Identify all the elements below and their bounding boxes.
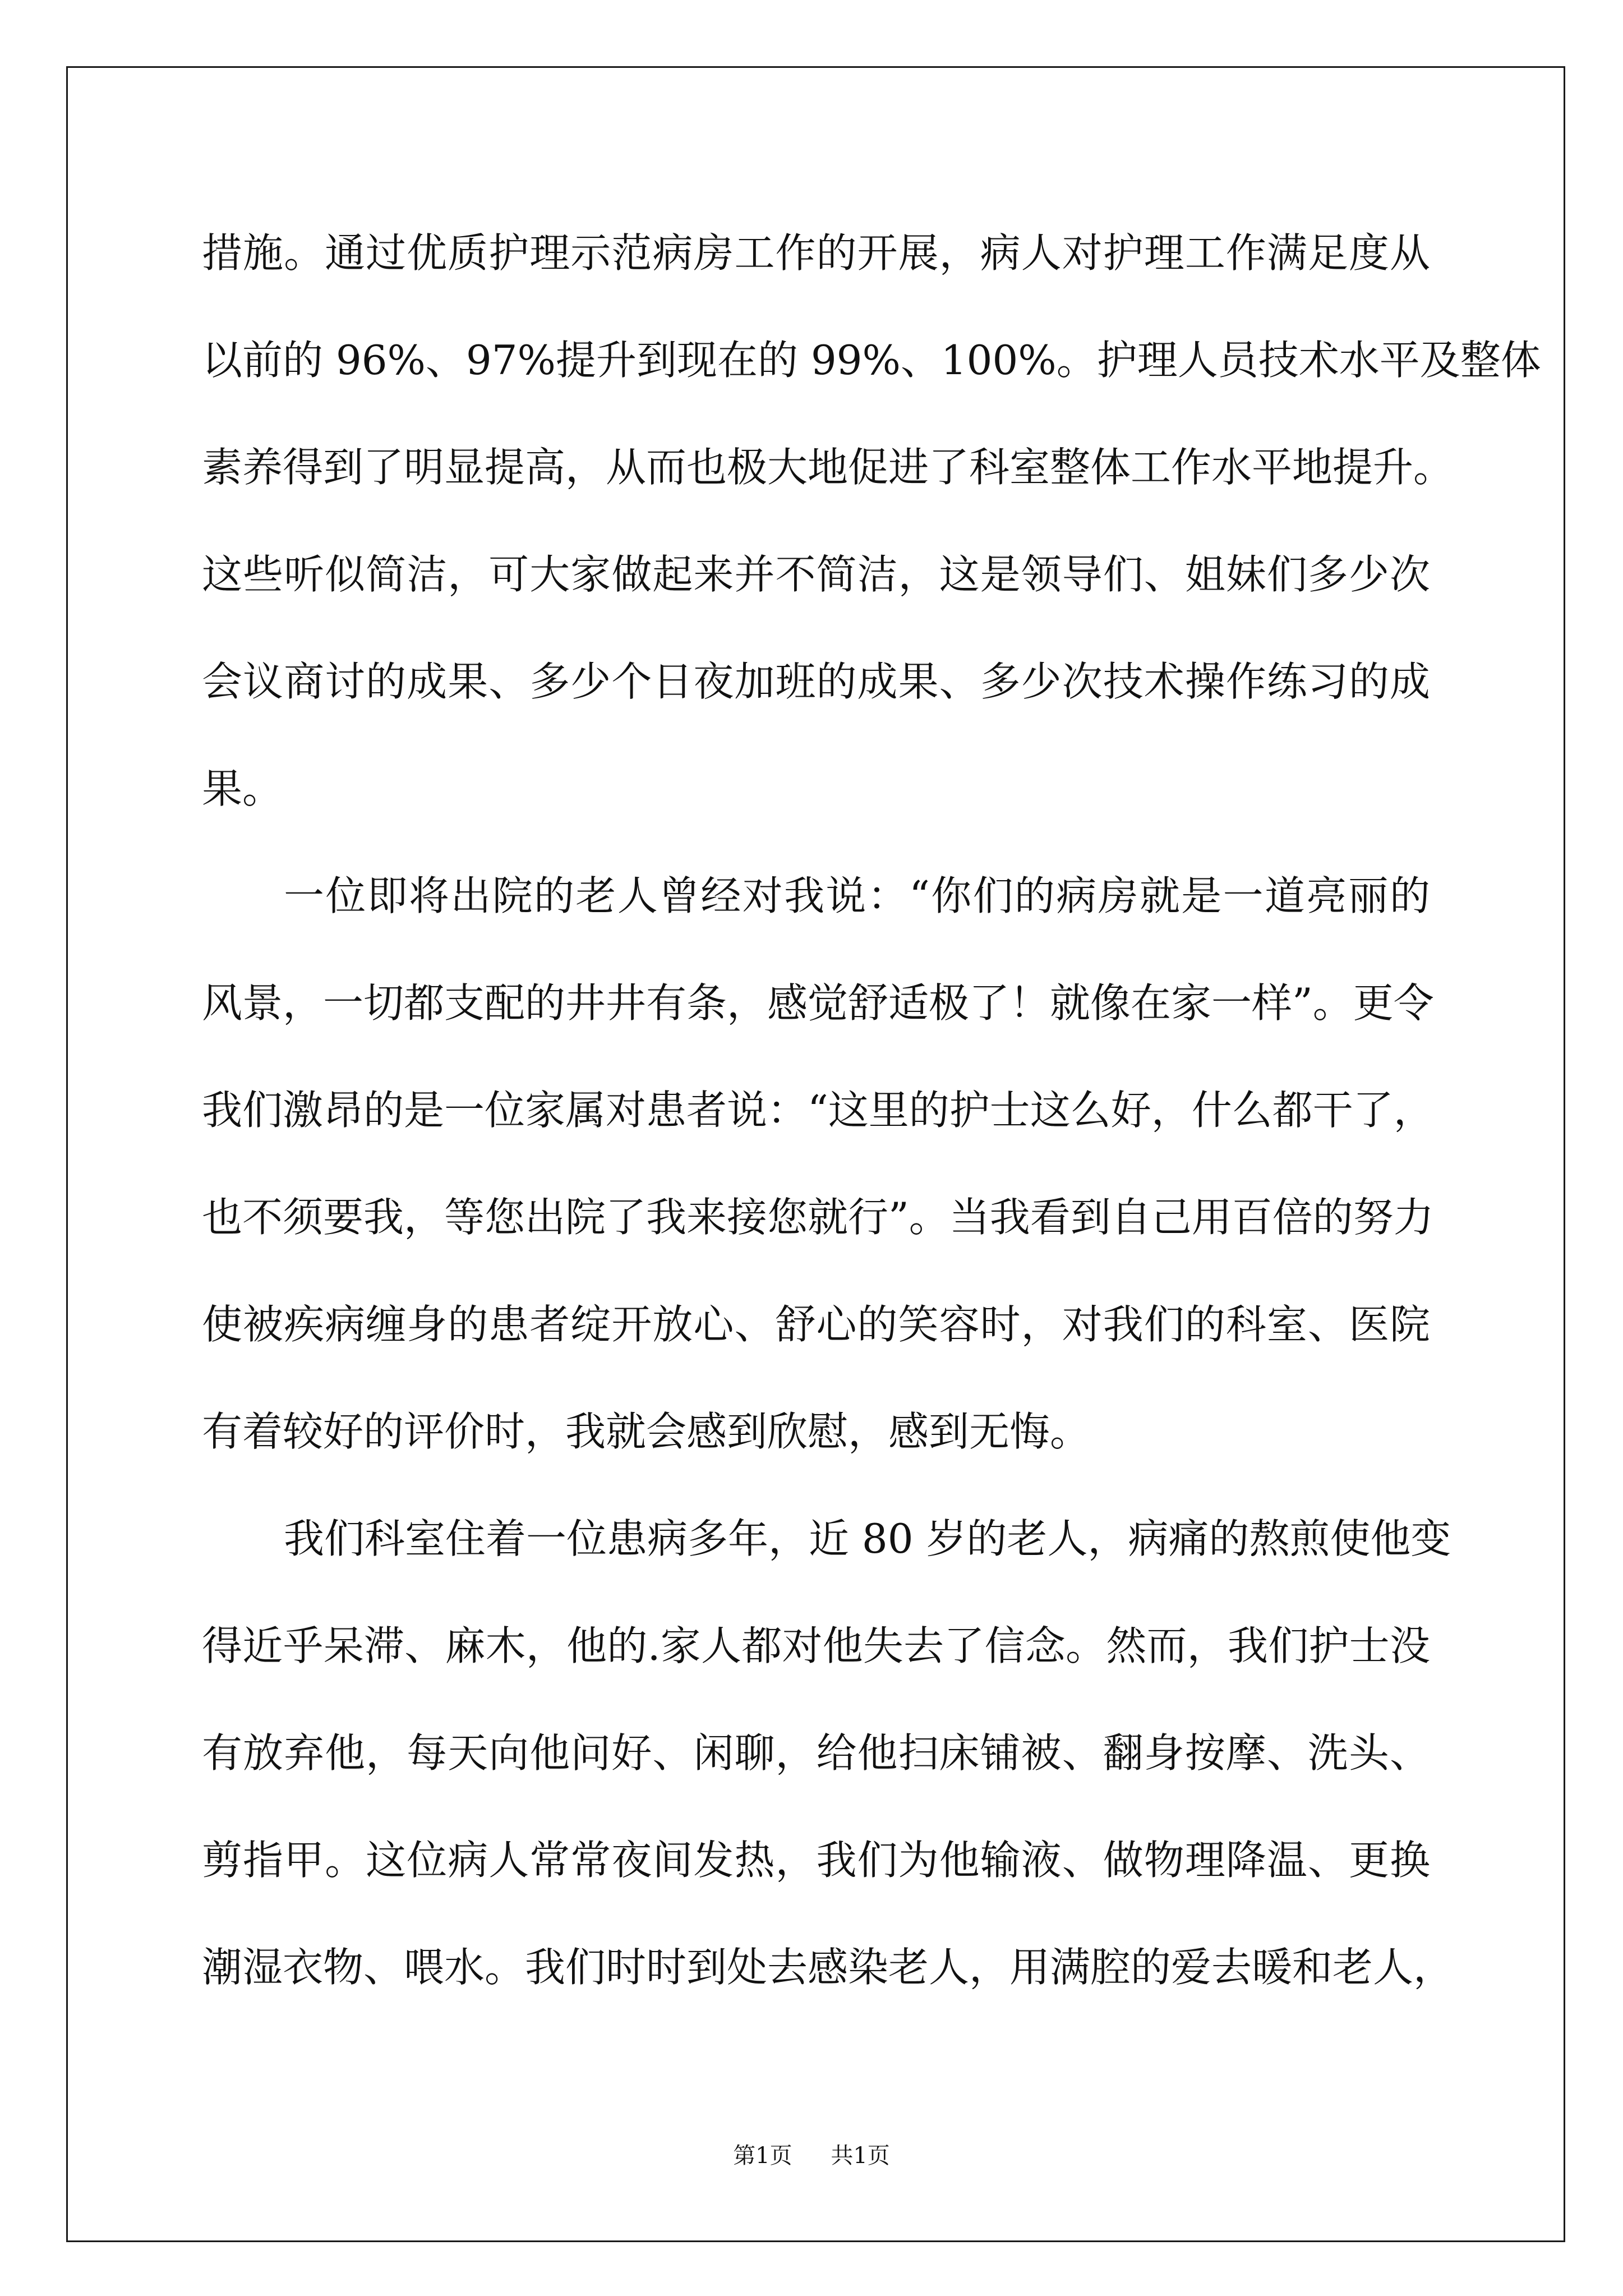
text-line: 素养得到了明显提高，从而也极大地促进了科室整体工作水平地提升。 [202,444,1454,491]
text-line: 也不须要我，等您出院了我来接您就行”。当我看到自己用百倍的努力 [202,1194,1434,1241]
paragraph [202,843,1434,1485]
text-line: 措施。通过优质护理示范病房工作的开展，病人对护理工作满足度从 [202,229,1430,277]
text-line: 有放弃他，每天向他问好、闲聊，给他扫床铺被、翻身按摩、洗头、 [202,1729,1430,1777]
text-line: 我们科室住着一位患病多年，近 80 岁的老人，病痛的熬煎使他变 [284,1515,1451,1562]
text-line: 有着较好的评价时，我就会感到欣慰，感到无悔。 [202,1408,1091,1455]
page-number-current: 第1页 [733,2143,792,2169]
text-line: 这些听似简洁，可大家做起来并不简洁，这是领导们、姐妹们多少次 [202,551,1430,598]
paragraph [202,1485,1454,2021]
text-line: 得近乎呆滞、麻木，他的.家人都对他失去了信念。然而，我们护士没 [202,1622,1430,1669]
text-line: 我们激昂的是一位家属对患者说：“这里的护士这么好，什么都干了， [202,1087,1434,1134]
text-line: 会议商讨的成果、多少个日夜加班的成果、多少次技术操作练习的成 [202,658,1430,705]
text-line: 一位即将出院的老人曾经对我说：“你们的病房就是一道亮丽的 [284,872,1430,919]
text-line: 果。 [202,765,283,812]
text-line: 以前的 96%、97%提升到现在的 99%、100%。护理人员技术水平及整体 [202,337,1541,384]
text-line: 使被疾病缠身的患者绽开放心、舒心的笑容时，对我们的科室、医院 [202,1301,1430,1348]
paragraph [202,200,1541,843]
text-line: 潮湿衣物、喂水。我们时时到处去感染老人，用满腔的爱去暖和老人， [202,1944,1454,1991]
text-line: 风景，一切都支配的井井有条，感觉舒适极了！就像在家一样”。更令 [202,979,1434,1027]
document-body [202,200,1541,2021]
page-number-total: 共1页 [831,2143,890,2169]
page-footer [0,2140,1623,2171]
text-line: 剪指甲。这位病人常常夜间发热，我们为他输液、做物理降温、更换 [202,1837,1430,1884]
